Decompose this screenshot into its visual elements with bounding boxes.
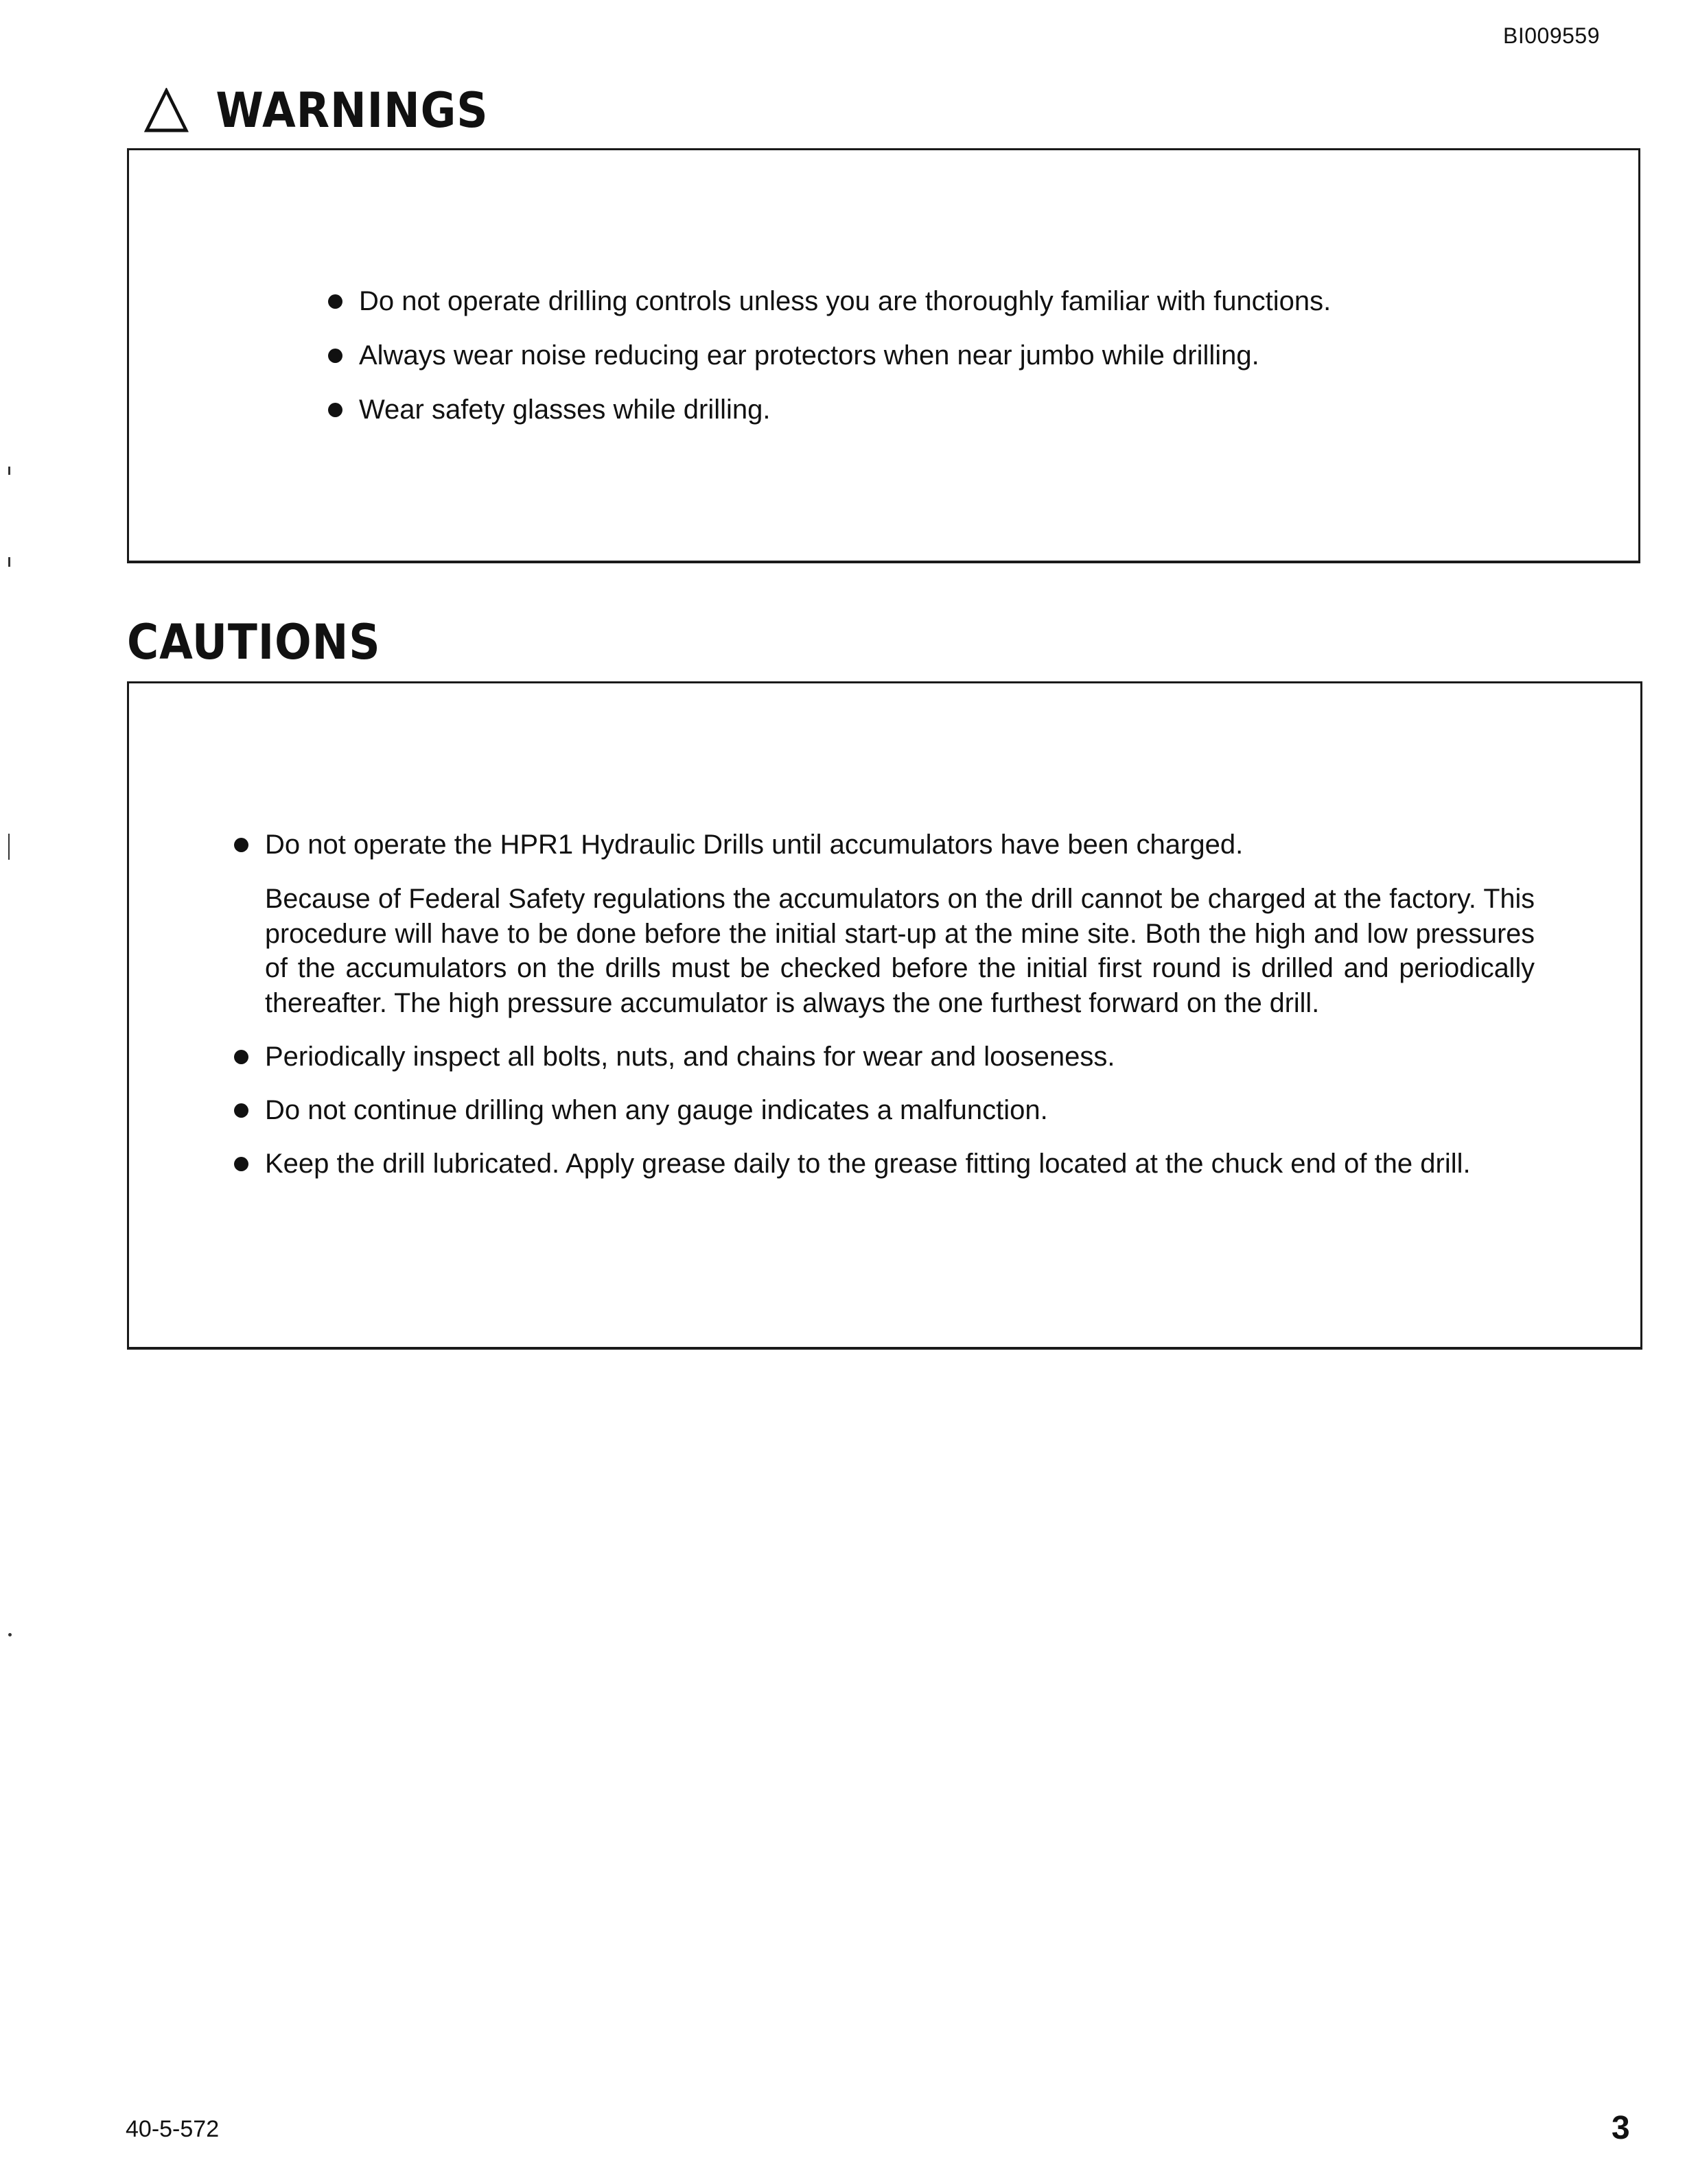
bullet-icon	[234, 838, 248, 852]
warning-item-text: Wear safety glasses while drilling.	[359, 395, 771, 425]
scan-margin-mark	[8, 557, 10, 567]
bullet-icon	[328, 403, 342, 417]
warning-item	[328, 338, 1563, 373]
document-number: 40-5-572	[126, 2116, 220, 2142]
warning-item-text: Do not operate drilling controls unless you are thoroughly familiar with functions.	[359, 286, 1331, 316]
caution-item-text: Periodically inspect all bolts, nuts, and chains for wear and looseness.	[265, 1042, 1115, 1072]
bullet-icon	[328, 294, 342, 309]
scan-margin-mark	[8, 1633, 12, 1636]
warnings-box	[127, 148, 1640, 563]
caution-item	[234, 1147, 1579, 1181]
warning-item	[328, 284, 1563, 318]
cautions-heading: CAUTIONS	[127, 614, 381, 670]
caution-item	[234, 827, 1579, 1020]
bullet-icon	[234, 1103, 248, 1118]
warnings-list	[328, 284, 1563, 447]
warnings-heading	[144, 82, 489, 139]
scan-margin-mark	[8, 467, 10, 475]
bullet-icon	[234, 1050, 248, 1064]
caution-item-text: Do not operate the HPR1 Hydraulic Drills until accumulators have been charged.	[265, 830, 1244, 860]
cautions-box	[127, 681, 1642, 1350]
caution-item-text: Do not continue drilling when any gauge indicates a malfunction.	[265, 1095, 1048, 1125]
warning-item-text: Always wear noise reducing ear protectors when near jumbo while drilling.	[359, 340, 1259, 371]
warnings-heading-text: WARNINGS	[216, 82, 489, 139]
caution-item-detail: Because of Federal Safety regulations the accumulators on the drill cannot be charged at the factory. This procedure will have to be done before the initial start-up at the mine site. Both the high and low pressures of the accumulators on the drills must be checked before the initial first round is drilled and periodically thereafter. The high pressure accumulator is always the one furthest forward on the drill.	[265, 884, 1535, 1018]
caution-item	[234, 1040, 1579, 1074]
caution-item-text: Keep the drill lubricated. Apply grease daily to the grease fitting located at the chuck end of the drill.	[265, 1149, 1471, 1179]
scan-margin-mark	[8, 834, 10, 860]
document-id: BI009559	[1503, 23, 1601, 48]
warning-item	[328, 392, 1563, 427]
caution-item	[234, 1093, 1579, 1127]
cautions-list	[234, 827, 1579, 1200]
bullet-icon	[234, 1157, 248, 1171]
bullet-icon	[328, 349, 342, 363]
page-number: 3	[1612, 2110, 1630, 2146]
warning-triangle-icon	[144, 88, 189, 133]
